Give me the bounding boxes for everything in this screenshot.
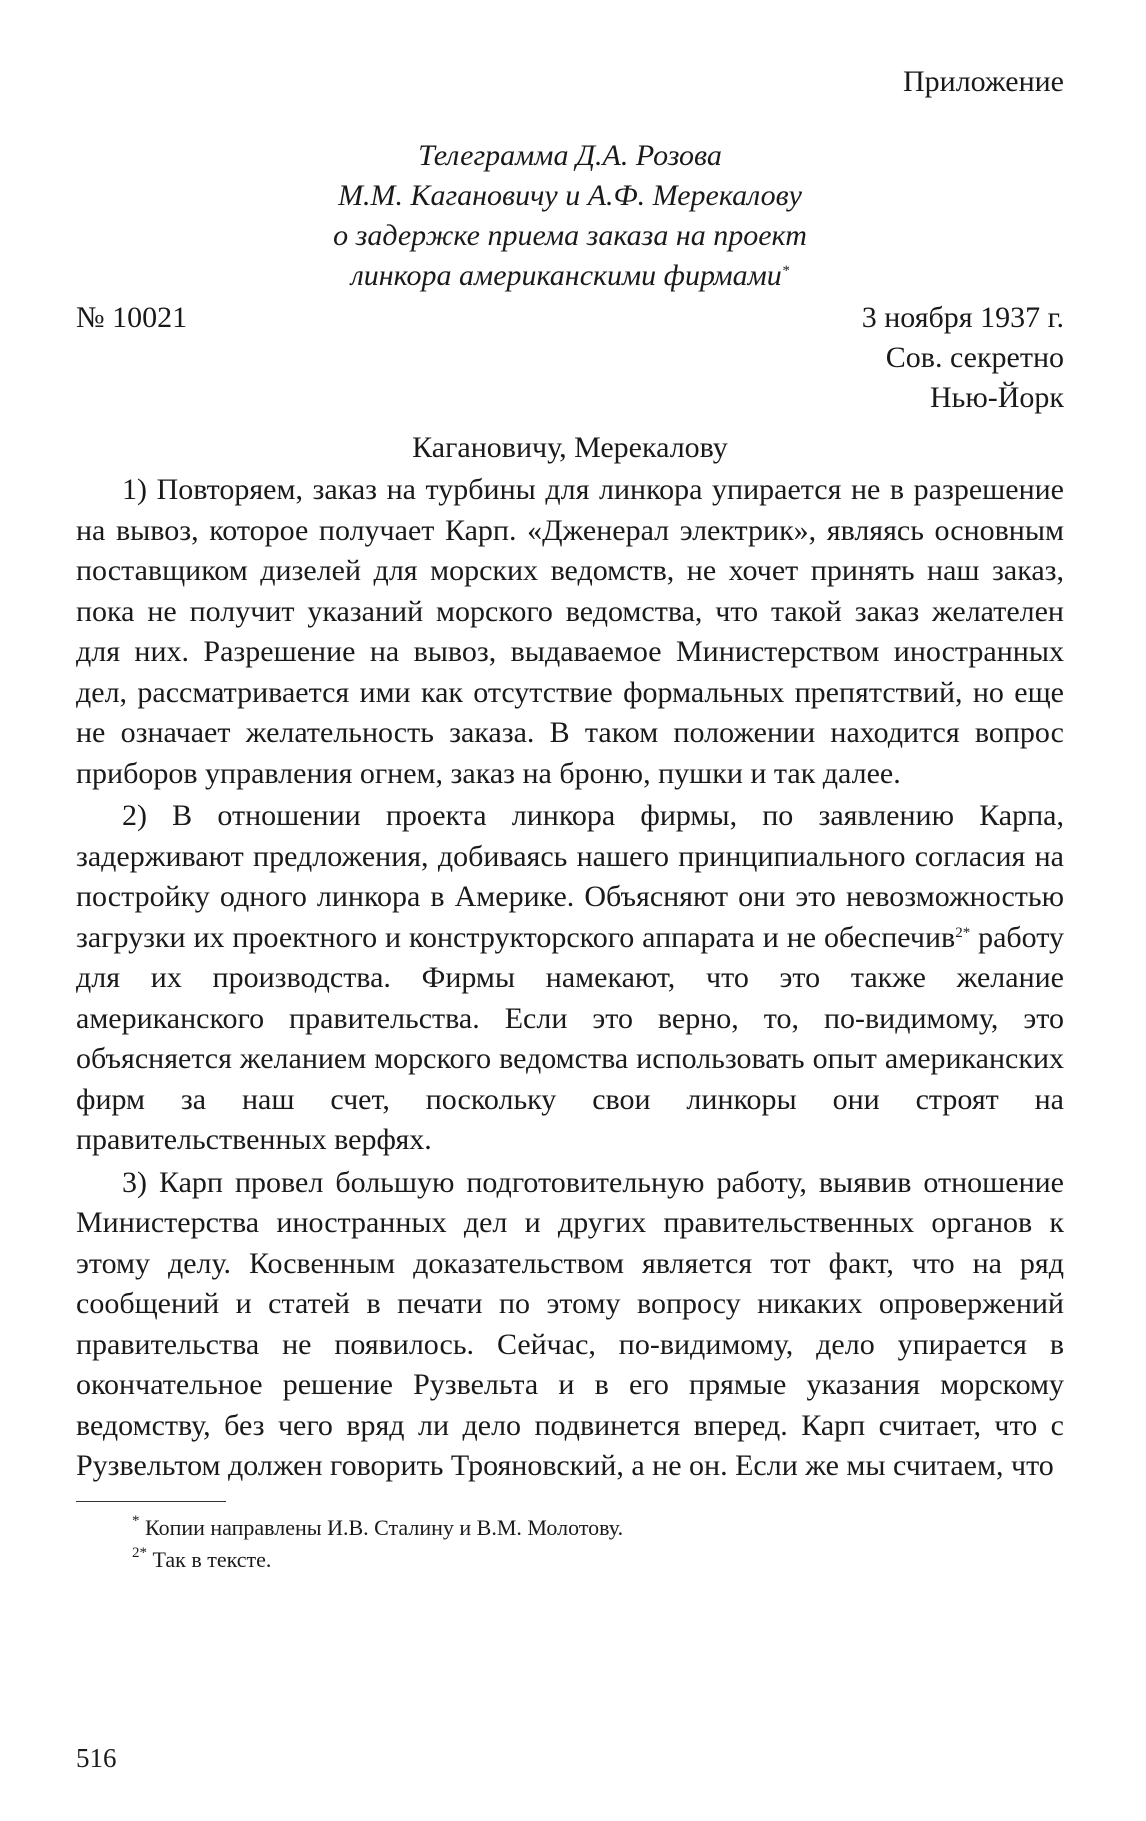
- page-number: 516: [76, 1743, 117, 1773]
- footnote-1-mark: *: [132, 1512, 140, 1529]
- footnote-1: [76, 1512, 1064, 1544]
- document-date: 3 ноября 1937 г.: [861, 301, 1064, 334]
- appendix-label: Приложение: [902, 65, 1064, 98]
- paragraph-2-part-a: 2) В отношении проекта линкора фирмы, по заявлению Карпа, задерживают предложения, добиваясь нашего принципиального согласия на постройку одного линкора в Америке. Объясняют они это невозможностью загрузки их проектного и конструкторского аппарата и не обеспечив: [76, 799, 1064, 954]
- footnote-1-text: Копии направлены И.В. Сталину и В.М. Молотову.: [139, 1514, 624, 1540]
- footnote-2-mark: 2*: [132, 1544, 147, 1561]
- title-footnote-mark: *: [781, 263, 790, 279]
- paragraph-1: 1) Повторяем, заказ на турбины для линкора упирается не в разрешение на вывоз, которое получает Карп. «Дженерал электрик», являясь основным поставщиком дизелей для морских ведомств, не хочет принять наш заказ, пока не получит указаний морского ведомства, что такой заказ желателен для них. Разрешение на вывоз, выдаваемое Министерством иностранных дел, рассматривается ими как отсутствие формальных препятствий, но еще не означает желательность заказа. В таком положении находится вопрос приборов управления огнем, заказ на броню, пушки и так далее.: [76, 473, 1064, 790]
- paragraph-3: 3) Карп провел большую подготовительную работу, выявив отношение Министерства иностранных дел и других правительственных органов к этому делу. Косвенным доказательством является тот факт, что на ряд сообщений и статей в печати по этому вопросу никаких опровержений правительства не появилось. Сейчас, по-видимому, дело упирается в окончательное решение Рузвельта и в его прямые указания морскому ведомству, без чего вряд ли дело подвинется вперед. Карп считает, что с Рузвельтом должен говорить Трояновский, а не он. Если же мы считаем, что: [76, 1165, 1064, 1482]
- place-label: Нью-Йорк: [930, 381, 1064, 414]
- paragraph-2: [76, 796, 1064, 1161]
- footnote-2: [76, 1544, 1064, 1576]
- document-meta-row: [76, 298, 1064, 338]
- document-title: [76, 136, 1064, 296]
- document-page: [76, 62, 1064, 1576]
- title-line-text: линкора американскими фирмами: [350, 259, 782, 292]
- footnote-2-text: Так в тексте.: [147, 1546, 272, 1572]
- title-line: о задержке приема заказа на проект: [333, 219, 807, 252]
- title-line: М.М. Кагановичу и А.Ф. Мерекалову: [338, 179, 802, 212]
- classification-label: Сов. секретно: [885, 341, 1064, 374]
- addressee: Кагановичу, Мерекалову: [412, 431, 728, 464]
- inline-footnote-mark: 2*: [955, 924, 971, 941]
- footnote-divider: [76, 1501, 226, 1502]
- title-line-last: [76, 256, 1064, 296]
- document-number: № 10021: [76, 301, 188, 334]
- paragraph-2-part-b: работу для их производства. Фирмы намекают, что это также желание американского правительства. Если это верно, то, по-видимому, это объясняется желанием морского ведомства использовать опыт американских фирм за наш счет, поскольку свои линкоры они строят на правительственных верфях.: [76, 920, 1064, 1156]
- title-line: Телеграмма Д.А. Розова: [418, 139, 722, 172]
